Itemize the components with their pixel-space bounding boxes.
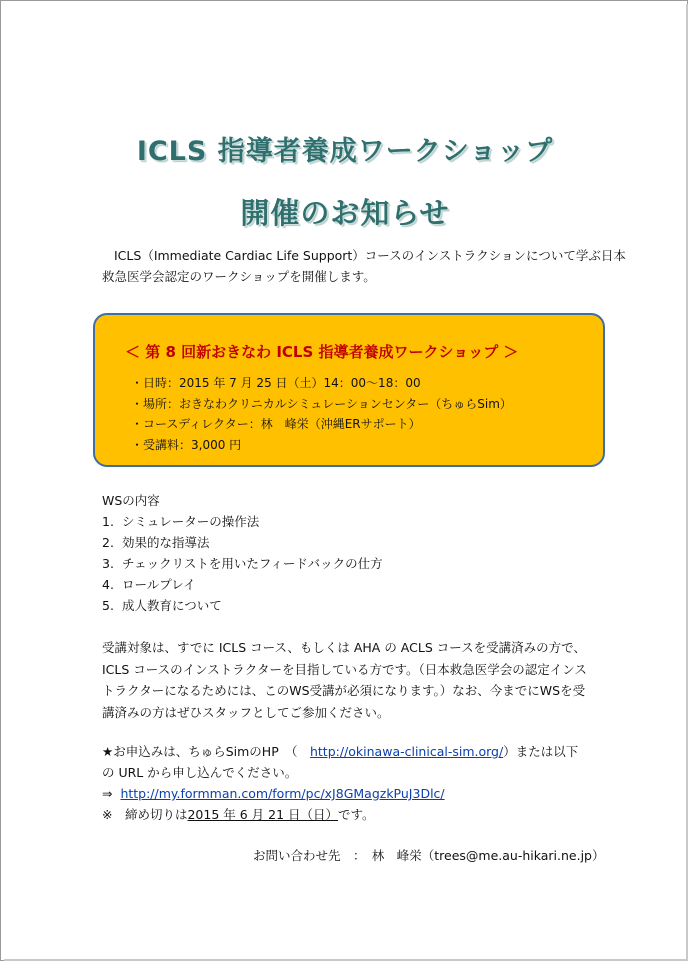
event-info-box [93, 313, 605, 467]
event-director: ・コースディレクター：林 峰栄（沖縄ERサポート） [131, 417, 421, 431]
event-title: ＜ 第 8 回新おきなわ ICLS 指導者養成ワークショップ ＞ [125, 343, 519, 361]
list-item: 2. 効果的な指導法 [102, 535, 210, 550]
event-venue: ・場所：おきなわクリニカルシミュレーションセンター（ちゅらSim） [131, 396, 512, 411]
list-item: 5. 成人教育について [102, 598, 222, 613]
intro-paragraph [102, 245, 626, 287]
apply-line-2: の URL から申し込んでください。 [102, 765, 298, 780]
apply-line-3 [102, 783, 602, 804]
list-item: 1. シミュレーターの操作法 [102, 514, 260, 529]
intro-line-1: ICLS（Immediate Cardiac Life Support）コースのインストラクションについて学ぶ日本 [114, 248, 626, 263]
target-line: ICLS コースのインストラクターを目指している方です。（日本救急医学会の認定インス [102, 661, 587, 677]
target-line: 受講対象は、すでに ICLS コース、もしくは AHA の ACLS コースを受講済みの方で、 [102, 640, 586, 655]
deadline-line: ※ 締め切りは2015 年 6 月 21 日（日）です。 [102, 807, 375, 822]
target-audience-paragraph [102, 637, 592, 723]
event-fee: ・受講料：3,000 円 [131, 437, 242, 452]
title-line-2: 開催のお知らせ [240, 196, 450, 230]
application-section [102, 741, 602, 825]
list-item: 3. チェックリストを用いたフィードバックの仕方 [102, 556, 383, 571]
hp-link[interactable]: http://okinawa-clinical-sim.org/ [309, 744, 504, 759]
contact-info: お問い合わせ先 ： 林 峰栄（trees@me.au-hikari.ne.jp） [253, 848, 605, 863]
ws-heading: WSの内容 [102, 493, 160, 508]
ws-contents [102, 490, 383, 616]
apply-line-1: ★お申込みは、ちゅらSimのHP （ http://okinawa-clinical-sim.org/）または以下 [102, 744, 579, 759]
target-line: 講済みの方はぜひスタッフとしてご参加ください。 [102, 704, 390, 720]
target-line: トラクターになるためには、このWS受講が必須になります。）なお、今までにWSを受 [102, 683, 586, 698]
event-details-list [131, 373, 512, 455]
title-line-1: ICLS 指導者養成ワークショップ [136, 136, 554, 167]
form-link[interactable]: http://my.formman.com/form/pc/xJ8GMagzkPuJ3Dlc/ [120, 786, 445, 801]
intro-line-2: 救急医学会認定のワークショップを開催します。 [102, 269, 376, 284]
arrow-icon: ⇒ [102, 786, 113, 801]
deadline-date: 2015 年 6 月 21 日（日） [187, 807, 339, 822]
event-date: ・日時：2015 年 7 月 25 日（土）14：00～18：00 [131, 376, 421, 390]
list-item: 4. ロールプレイ [102, 577, 196, 592]
